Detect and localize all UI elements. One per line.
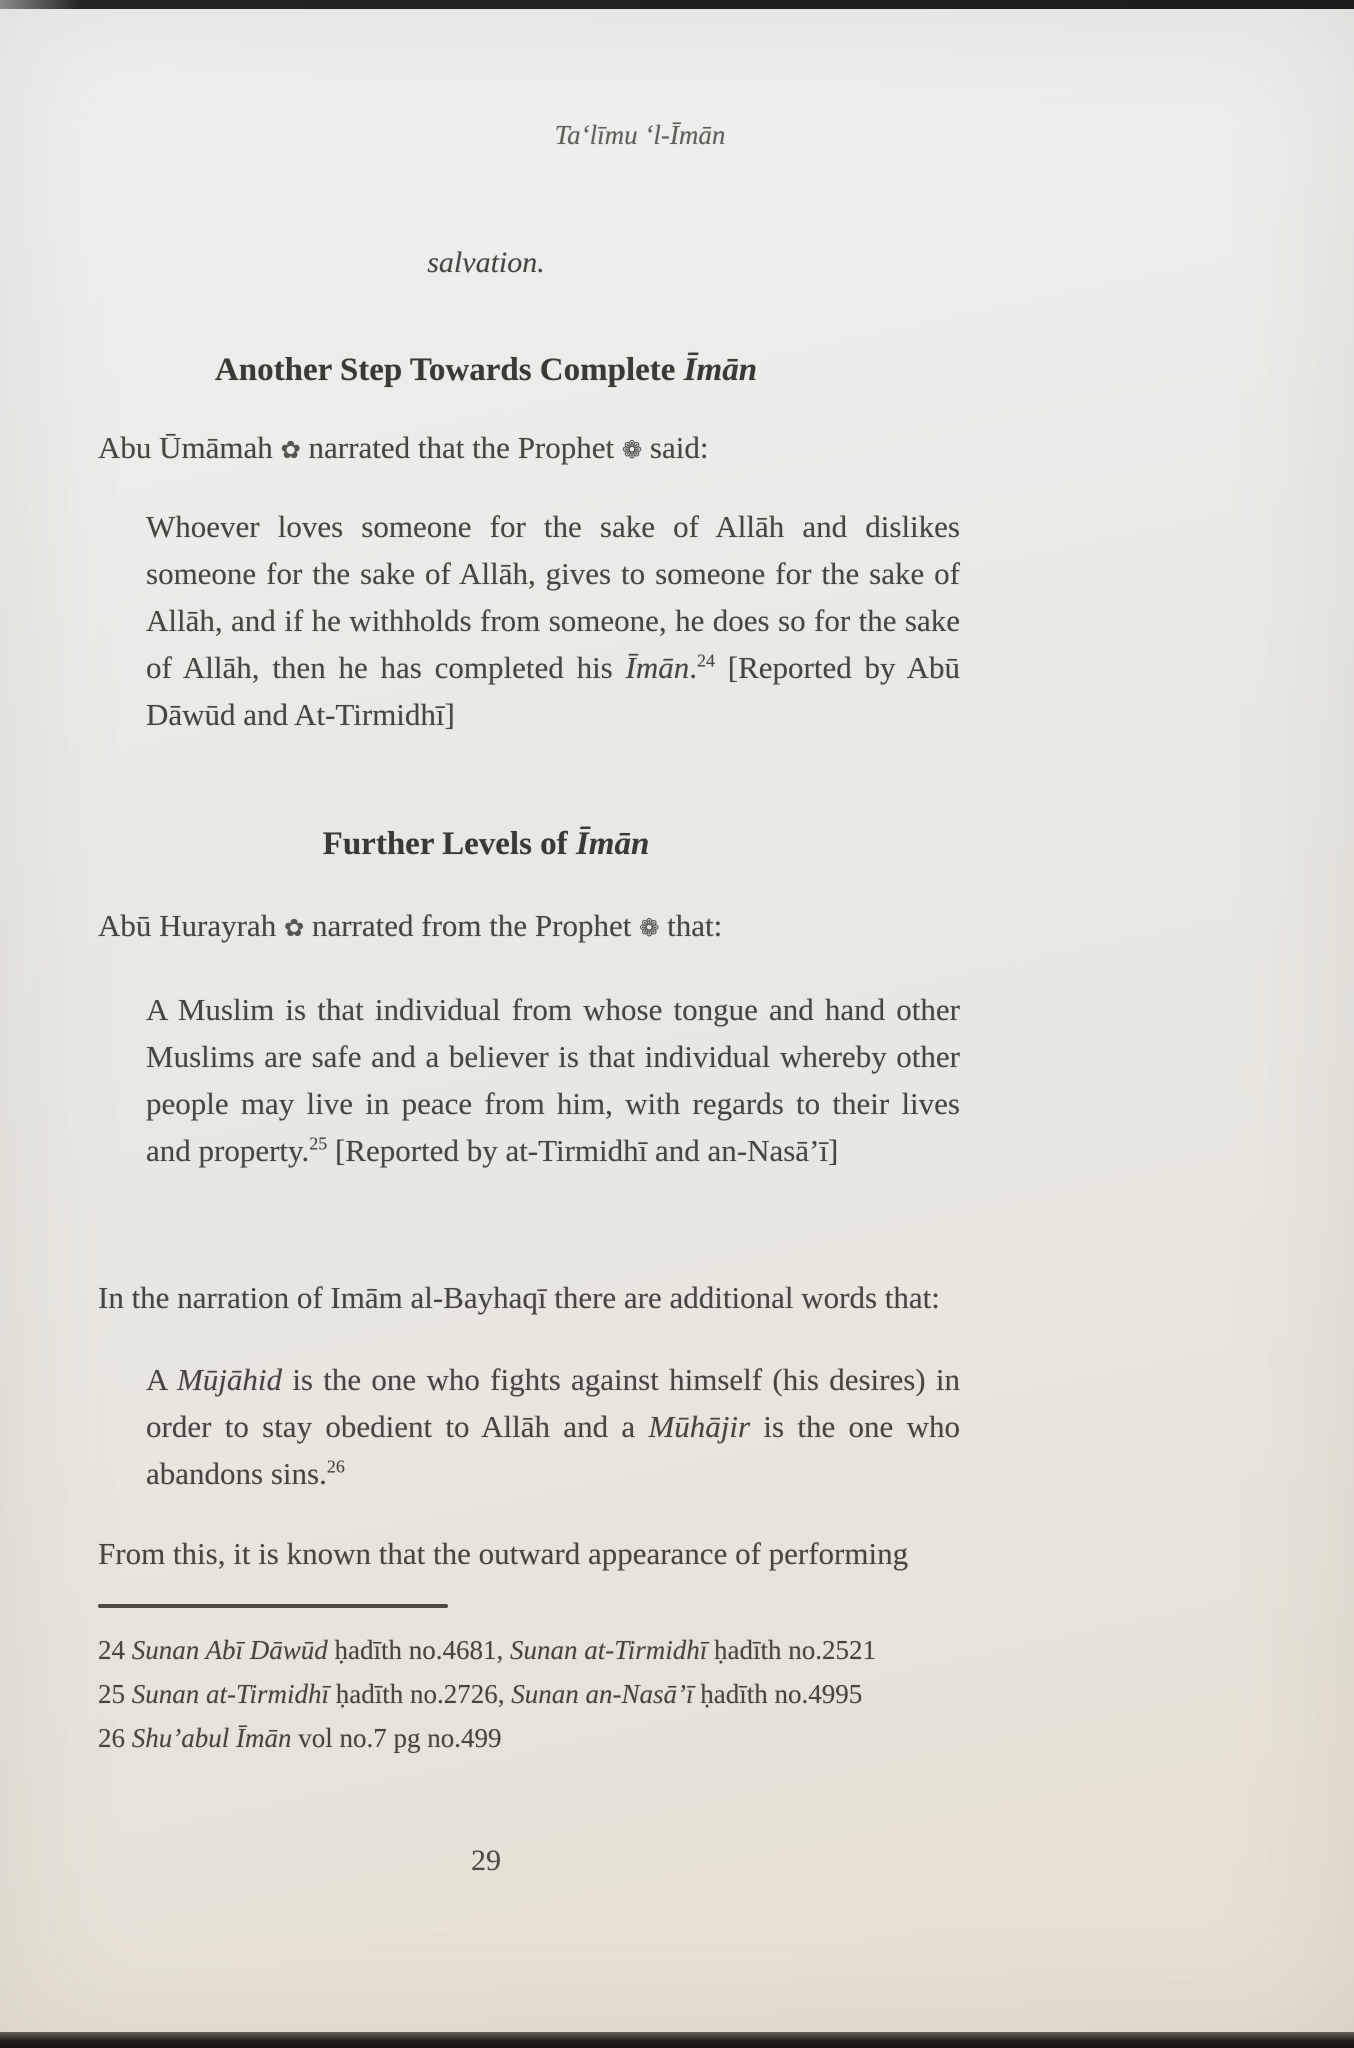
narration-intro-abu-umamah: Abu Ūmāmah ✿ narrated that the Prophet ❁ said: xyxy=(98,430,709,465)
footnote-26: 26 Shu’abul Īmān vol no.7 pg no.499 xyxy=(98,1723,502,1753)
carryover-text: salvation. xyxy=(427,246,545,279)
closing-paragraph: From this, it is known that the outward appearance of performing xyxy=(98,1536,909,1571)
bayhaqi-intro-paragraph: In the narration of Imām al-Bayhaqī there are additional words that: xyxy=(98,1280,940,1315)
section-heading-complete-iman: Another Step Towards Complete Īmān xyxy=(214,352,758,388)
footnote-24: 24 Sunan Abī Dāwūd ḥadīth no.4681, Sunan at-Tirmidhī ḥadīth no.2521 xyxy=(98,1635,877,1665)
hadith-quote-complete-iman: Whoever loves someone for the sake of Allāh and dislikes someone for the sake of Allāh, gives to someone for the sake of Allāh, and if he withholds from someone, he does so for the sake of Allāh, then he has completed his Īmān.$^{24}$ [Reported by Abū Dāwūd and At-Tirmidhī] xyxy=(146,509,960,732)
footnotes xyxy=(98,1628,998,1760)
hadith-quote-muslim-believer: A Muslim is that individual from whose tongue and hand other Muslims are safe and a believer is that individual whereby other people may live in peace from him, with regards to their lives and property.$^{25}$ [Reported by at-Tirmidhī and an-Nasā’ī] xyxy=(146,992,960,1168)
section-heading-further-levels: Further Levels of Īmān xyxy=(322,826,650,862)
running-header: Ta‘līmu ‘l-Īmān xyxy=(554,120,726,150)
photo-bottom-edge xyxy=(0,2032,1354,2048)
narration-intro-abu-hurayrah: Abū Hurayrah ✿ narrated from the Prophet ❁ that: xyxy=(98,908,723,943)
radiallahu-anhu-icon: ✿ xyxy=(280,436,301,464)
footnote-divider xyxy=(98,1604,448,1608)
page-number: 29 xyxy=(471,1844,501,1877)
radiallahu-anhu-icon: ✿ xyxy=(283,914,305,942)
bayhaqi-quote-mujahid-muhajir: A Mūjāhid is the one who fights against himself (his desires) in order to stay obedient to Allāh and a Mūhājir is the one who abandons sins.$^{26}$ xyxy=(146,1362,960,1491)
sallallahu-alayhi-wasallam-icon: ❁ xyxy=(621,436,643,464)
footnote-25: 25 Sunan at-Tirmidhī ḥadīth no.2726, Sunan an-Nasā’ī ḥadīth no.4995 xyxy=(98,1679,863,1709)
sallallahu-alayhi-wasallam-icon: ❁ xyxy=(639,914,660,942)
